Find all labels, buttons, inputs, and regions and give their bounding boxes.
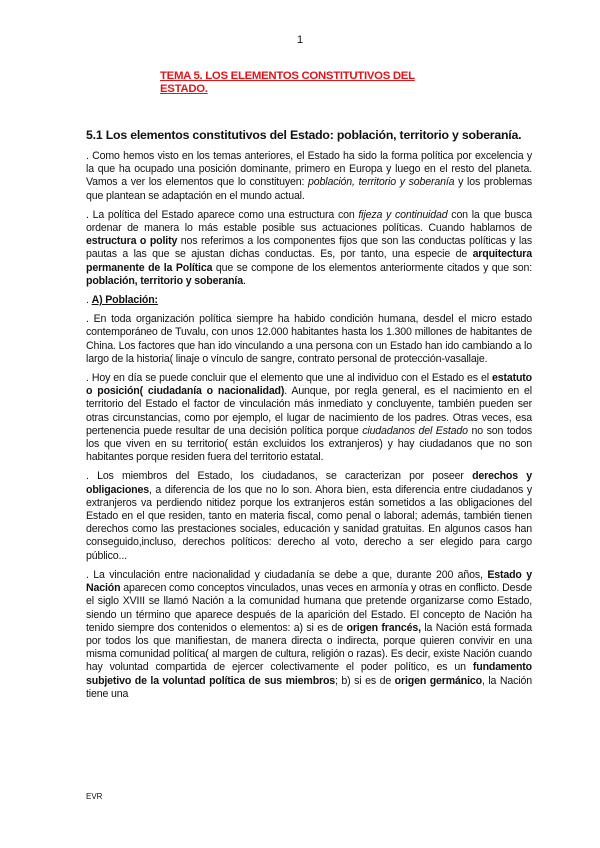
- footer-initials: EVR: [86, 792, 103, 801]
- text: . Como hemos visto en los temas anteriores, el Estado ha sido la forma política por excelencia y la que ha ocupado una posición dominante, primero en Europa y luego en el resto del planeta. Vamos a ver los elementos que lo constituyen:: [86, 150, 532, 189]
- subheading-text: A) Población:: [91, 294, 158, 307]
- emphasis: fijeza y continuidad: [358, 208, 448, 221]
- paragraph-derechos: [86, 470, 532, 562]
- text: , la Nación tiene una: [86, 674, 532, 700]
- paragraph-estatuto: [86, 372, 532, 464]
- page-number: 1: [296, 34, 304, 46]
- bold-term: derechos y obligaciones: [86, 470, 532, 496]
- text: .: [86, 294, 92, 307]
- text: .: [242, 274, 246, 287]
- text: no son todos los que viven en su territorio( están excluidos los extranjeros) y hay ciudadanos que no son habitantes porque residen fuera del territorio estatal.: [86, 424, 532, 464]
- text: que se compone de los elementos anteriormente citados y que son:: [212, 261, 532, 274]
- paragraph-intro: [86, 150, 532, 203]
- text: ; b) si es de: [335, 674, 395, 687]
- text: . La política del Estado aparece como una estructura con: [86, 208, 359, 221]
- text: . Hoy en día se puede concluir que el elemento que une al individuo con el Estado es el: [86, 372, 492, 385]
- subheading-poblacion: [86, 294, 532, 307]
- text: . Los miembros del Estado, los ciudadanos, se caracterizan por poseer: [86, 470, 473, 483]
- section-heading: 5.1 Los elementos constitutivos del Estado: población, territorio y soberanía.: [86, 128, 522, 142]
- bold-term: arquitectura permanente de la Política: [86, 248, 532, 274]
- text: y los problemas que plantean se adaptación en el mundo actual.: [86, 176, 532, 202]
- text: , a diferencia de los que no lo son. Ahora bien, esta diferencia entre ciudadanos y extranjeros va perdiendo nitidez porque los extranjeros están sometidos a las obligaciones del Estado en el que residen, tanto en materia fiscal, como penal o laboral; además, también tienen derechos como las prestaciones sociales, educación y sanidad gratuitas. En algunos casos han conseguido,incluso, derechos políticos: derecho al voto, derecho a ser elegido para cargo público...: [86, 483, 532, 562]
- document-title: [160, 70, 460, 96]
- title-line-1: TEMA 5. LOS ELEMENTOS CONSTITUTIVOS DEL: [160, 70, 415, 82]
- text: la Nación está formada por todos los que manifiestan, de manera directa o indirecta, porque quieren convivir en una misma comunidad política( al margen de cultura, religión o razas). Es decir, existe Nación cuando hay voluntad compartida de ejercer colectivamente el poder político, es un: [86, 621, 532, 674]
- text: nos referimos a los componentes fijos que son las conductas políticas y las pautas a las que se ajustan dichas conductas. Es, por tanto, una especie de: [86, 235, 532, 261]
- text: . La vinculación entre nacionalidad y ciudadanía se debe a que, durante 200 años,: [86, 568, 488, 581]
- bold-term: origen germánico: [394, 674, 482, 687]
- bold-term: estatuto o posición( ciudadanía o nacionalidad): [86, 372, 532, 398]
- text: aparecen como conceptos vinculados, unas veces en armonía y otras en conflicto. Desde el siglo XVIII se llamó Nación a la comunidad humana que pretende organizarse como Estado, siendo un término que aparece después de la aparición del Estado. El concepto de Nación ha tenido siempre dos contenidos o elementos: a) si es de: [86, 582, 532, 634]
- emphasis: población, territorio y soberanía: [308, 176, 455, 189]
- text: . Aunque, por regla general, es el nacimiento en el territorio del Estado el factor de vinculación más inmediato y concluyente, también pueden ser otras circunstancias, como por ejemplo, el lugar de nacimiento de los padres. Otras veces, esa pertenencia puede resultar de una decisión política porque: [86, 385, 532, 437]
- title-line-2: ESTADO.: [160, 83, 208, 95]
- document-body: [86, 150, 532, 707]
- bold-term: fundamento subjetivo de la voluntad política de sus miembros: [86, 661, 532, 687]
- bold-term: Estado y Nación: [86, 568, 532, 595]
- paragraph-nacion: [86, 569, 532, 701]
- bold-term: origen francés,: [346, 621, 421, 634]
- paragraph-poblacion: . En toda organización política siempre ha habido condición humana, desdel el micro estado contemporáneo de Tuvalu, con unos 12.000 habitantes hasta los 1.300 millones de habitantes de China. Los factores que han ido vinculando a una persona con un Estado han ido cambiando a lo largo de la historia( linaje o vínculo de sangre, contrato personal de protección-vasallaje.: [86, 313, 532, 365]
- paragraph-structure: [86, 209, 532, 288]
- emphasis: ciudadanos del Estado: [362, 424, 468, 437]
- bold-term: población, territorio y soberanía: [86, 274, 243, 287]
- bold-term: estructura o polity: [86, 235, 178, 248]
- text: con la que busca ordenar de manera lo más estable posible sus actuaciones políticas. Cuando hablamos de: [86, 208, 533, 235]
